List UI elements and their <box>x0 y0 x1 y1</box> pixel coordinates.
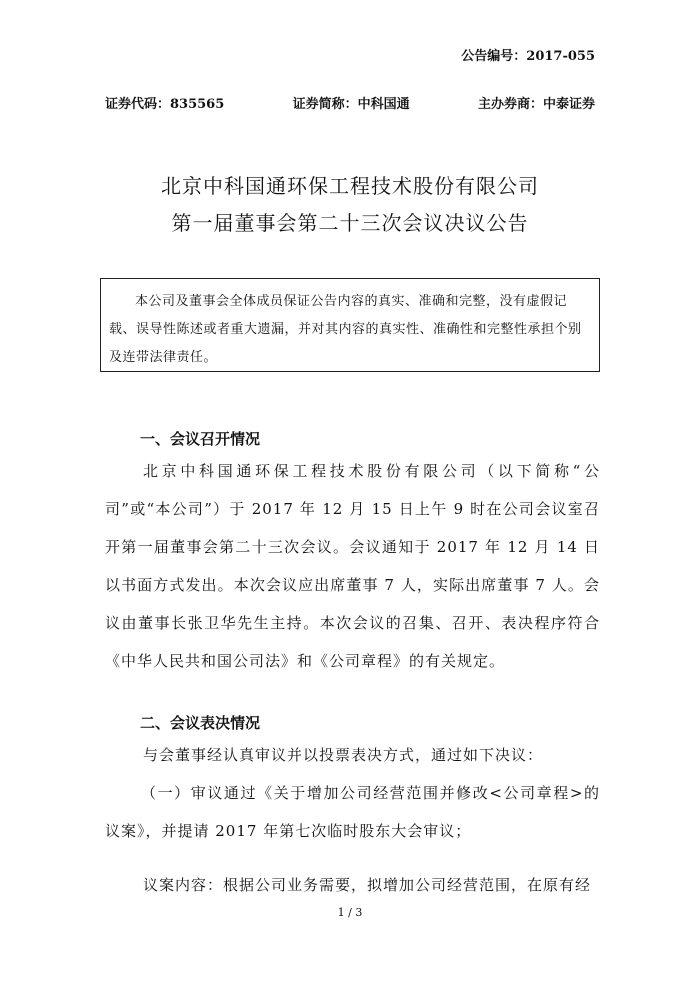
resolution-item-1: （一）审议通过《关于增加公司经营范围并修改<公司章程>的议案》，并提请 2017 年第七次临时股东大会审议； <box>105 784 600 840</box>
sponsoring-broker: 主办券商：中泰证券 <box>477 97 595 112</box>
page-number: 1 / 3 <box>337 906 363 919</box>
stock-code: 证券代码：835565 <box>105 97 225 112</box>
disclaimer-box: 本公司及董事会全体成员保证公告内容的真实、准确和完整，没有虚假记载、误导性陈述或者重大遗漏，并对其内容的真实性、准确性和完整性承担个别及连带法律责任。 <box>100 278 600 372</box>
resolution-content: 议案内容：根据公司业务需要，拟增加公司经营范围，在原有经 <box>143 876 592 894</box>
section-heading-voting: 二、会议表决情况 <box>140 714 261 732</box>
voting-intro-paragraph: 与会董事经认真审议并以投票表决方式，通过如下决议： <box>143 746 544 764</box>
document-title-line1: 北京中科国通环保工程技术股份有限公司 <box>161 174 539 198</box>
section-heading-meeting: 一、会议召开情况 <box>140 430 261 448</box>
document-title-line2: 第一届董事会第二十三次会议决议公告 <box>171 211 529 235</box>
meeting-details-paragraph: 北京中科国通环保工程技术股份有限公司（以下简称“公司”或“本公司”）于 2017 年 12 月 15 日上午 9 时在公司会议室召开第一届董事会第二十三次会议。会议通知于 2017 年 12 月 14 日以书面方式发出。本次会议应出席董事 7 人，实际出席董事 7 人。会议由董事长张卫华先生主持。本次会议的召集、召开、表决程序符合《中华人民共和国公司法》和《公司章程》的有关规定。 <box>105 462 600 670</box>
securities-info-line <box>105 93 595 112</box>
stock-abbreviation: 证券简称：中科国通 <box>292 97 410 112</box>
notice-number: 公告编号：2017-055 <box>461 49 595 64</box>
